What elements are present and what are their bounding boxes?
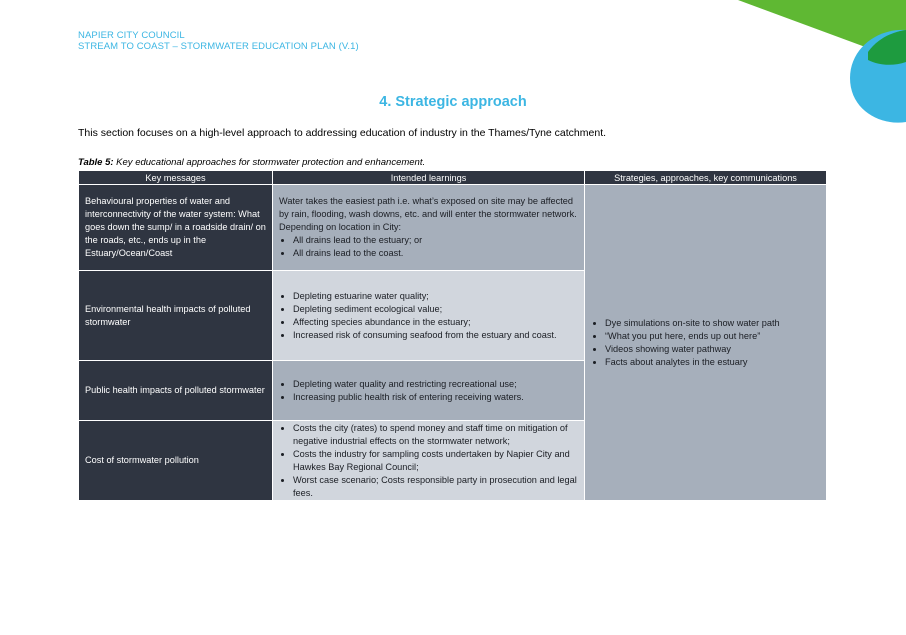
list-item: • Worst case scenario; Costs responsible party in prosecution and legal fees. [293,474,578,500]
learning-cell [273,271,585,361]
list-item: • All drains lead to the coast. [293,247,578,260]
header-key-messages: Key messages [79,171,273,185]
learning-list [279,234,578,260]
key-message-cell: Public health impacts of polluted stormwater [79,361,273,421]
list-item: • Affecting species abundance in the estuary; [293,316,578,329]
learning-cell [273,185,585,271]
list-item: • Facts about analytes in the estuary [605,356,820,369]
list-item: • “What you put here, ends up out here” [605,330,820,343]
strategies-list [591,317,820,369]
table-caption-label: Table 5: [78,157,114,168]
document-header [78,30,359,52]
table-caption [78,157,425,168]
header-doc-title: STREAM TO COAST – STORMWATER EDUCATION PLAN (V.1) [78,41,359,52]
key-message-cell: Behavioural properties of water and interconnectivity of the water system: What goes down the sump/ in a roadside drain/ on the roads, etc., ends up in the Estuary/Ocean/Coast [79,185,273,271]
section-title: 4. Strategic approach [379,94,527,110]
list-item: • Depleting sediment ecological value; [293,303,578,316]
table-header-row [79,171,827,185]
learning-cell [273,361,585,421]
learning-list [279,422,578,500]
intro-paragraph: This section focuses on a high-level approach to addressing education of industry in the Thames/Tyne catchment. [78,127,607,139]
table-row [79,185,827,271]
table-caption-text: Key educational approaches for stormwater protection and enhancement. [113,157,426,168]
learning-list [279,378,578,404]
list-item: • Depleting estuarine water quality; [293,290,578,303]
list-item: • Costs the industry for sampling costs undertaken by Napier City and Hawkes Bay Regional Council; [293,448,578,474]
list-item: • All drains lead to the estuary; or [293,234,578,247]
list-item: • Dye simulations on-site to show water path [605,317,820,330]
header-org: NAPIER CITY COUNCIL [78,30,185,41]
key-message-cell: Environmental health impacts of polluted stormwater [79,271,273,361]
list-item: • Costs the city (rates) to spend money and staff time on mitigation of negative industrial effects on the stormwater network; [293,422,578,448]
learning-cell [273,421,585,501]
approaches-table [78,170,827,501]
header-intended-learnings: Intended learnings [273,171,585,185]
header-strategies: Strategies, approaches, key communications [585,171,827,185]
list-item: • Increased risk of consuming seafood from the estuary and coast. [293,329,578,342]
strategies-cell [585,185,827,501]
key-message-cell: Cost of stormwater pollution [79,421,273,501]
corner-logo-graphic [700,0,906,130]
list-item: • Depleting water quality and restricting recreational use; [293,378,578,391]
learning-intro: Water takes the easiest path i.e. what’s exposed on site may be affected by rain, flooding, wash downs, etc. and will enter the stormwater network. Depending on location in City: [279,196,577,232]
learning-list [279,290,578,342]
list-item: • Increasing public health risk of entering receiving waters. [293,391,578,404]
list-item: • Videos showing water pathway [605,343,820,356]
